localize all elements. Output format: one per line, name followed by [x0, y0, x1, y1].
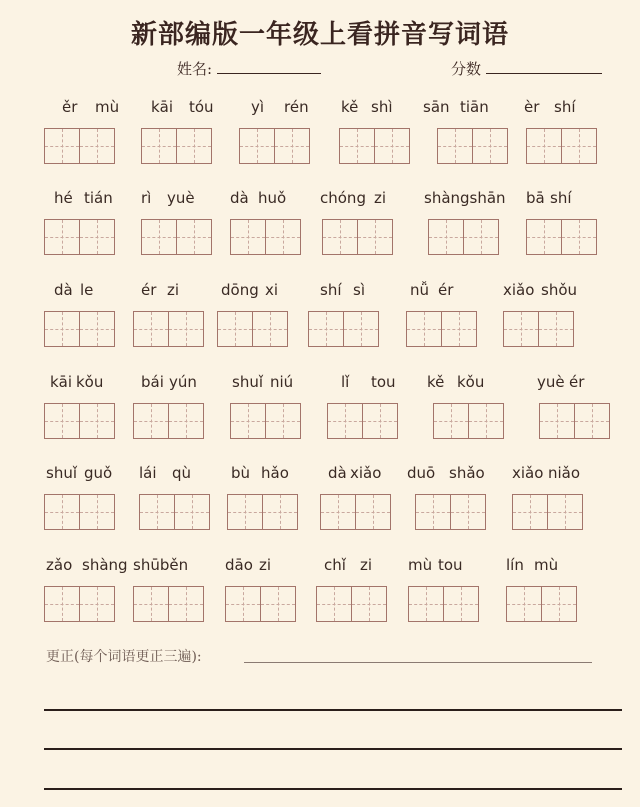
pinyin-syllable: shǎo [449, 464, 485, 482]
pinyin-syllable: shàng [82, 556, 128, 574]
writing-box[interactable] [374, 128, 410, 164]
writing-box[interactable] [141, 128, 177, 164]
writing-box[interactable] [168, 311, 204, 347]
pinyin-syllable: huǒ [258, 189, 287, 207]
writing-box[interactable] [526, 128, 562, 164]
pinyin-syllable: hé [54, 189, 73, 207]
pinyin-text [54, 277, 102, 303]
pinyin-text [407, 460, 485, 486]
pinyin-syllable: bā [526, 189, 545, 207]
writing-box[interactable] [168, 586, 204, 622]
pinyin-syllable: chóng [320, 189, 366, 207]
writing-box[interactable] [217, 311, 253, 347]
pinyin-text [524, 94, 576, 120]
pinyin-syllable: xiǎo [350, 464, 382, 482]
writing-box[interactable] [441, 311, 477, 347]
writing-line[interactable] [44, 709, 622, 711]
writing-box[interactable] [503, 311, 539, 347]
pinyin-text [506, 552, 558, 578]
writing-box[interactable] [239, 128, 275, 164]
writing-box[interactable] [574, 403, 610, 439]
pinyin-text [341, 94, 393, 120]
writing-box[interactable] [450, 494, 486, 530]
pinyin-syllable: kě [341, 98, 359, 116]
writing-box[interactable] [230, 403, 266, 439]
pinyin-syllable: zi [360, 556, 373, 574]
writing-box[interactable] [539, 403, 575, 439]
pinyin-syllable: shū [133, 556, 160, 574]
pinyin-text [328, 460, 381, 486]
pinyin-syllable: hǎo [261, 464, 289, 482]
pinyin-syllable: bù [231, 464, 251, 482]
writing-box[interactable] [262, 494, 298, 530]
writing-box[interactable] [437, 128, 473, 164]
writing-box[interactable] [79, 128, 115, 164]
writing-box[interactable] [538, 311, 574, 347]
pinyin-syllable: yuè [537, 373, 565, 391]
writing-box[interactable] [316, 586, 352, 622]
pinyin-text [141, 185, 195, 211]
writing-box[interactable] [561, 128, 597, 164]
writing-box[interactable] [415, 494, 451, 530]
pinyin-text [320, 185, 396, 211]
pinyin-text [251, 94, 309, 120]
tianzige-boxes [539, 403, 608, 439]
writing-box[interactable] [343, 311, 379, 347]
tianzige-boxes [44, 311, 113, 347]
pinyin-syllable: dà [230, 189, 249, 207]
pinyin-syllable: duō [407, 464, 436, 482]
writing-box[interactable] [274, 128, 310, 164]
pinyin-text [410, 277, 460, 303]
pinyin-text [231, 460, 289, 486]
pinyin-syllable: kǒu [457, 373, 485, 391]
tianzige-boxes [225, 586, 294, 622]
pinyin-syllable: dāo [225, 556, 253, 574]
score-blank[interactable] [486, 57, 602, 74]
pinyin-syllable: ér [438, 281, 454, 299]
pinyin-syllable: èr [524, 98, 540, 116]
writing-box[interactable] [322, 219, 358, 255]
score-label: 分数 [451, 60, 482, 78]
pinyin-text [341, 369, 396, 395]
tianzige-boxes [230, 219, 299, 255]
tianzige-boxes [44, 128, 113, 164]
pinyin-syllable: kě [427, 373, 445, 391]
tianzige-boxes [44, 219, 113, 255]
tianzige-boxes [320, 494, 389, 530]
writing-box[interactable] [265, 219, 301, 255]
pinyin-syllable: yuè [167, 189, 195, 207]
writing-box[interactable] [468, 403, 504, 439]
pinyin-syllable: tou [371, 373, 396, 391]
pinyin-syllable: tiān [460, 98, 489, 116]
pinyin-syllable: nǚ [410, 281, 430, 299]
tianzige-boxes [133, 311, 202, 347]
pinyin-syllable: tou [438, 556, 463, 574]
tianzige-boxes [327, 403, 396, 439]
writing-box[interactable] [362, 403, 398, 439]
pinyin-syllable: xiǎo [503, 281, 535, 299]
tianzige-boxes [44, 494, 113, 530]
pinyin-syllable: shí [550, 189, 572, 207]
pinyin-syllable: kǒu [76, 373, 104, 391]
writing-box[interactable] [44, 128, 80, 164]
writing-box[interactable] [327, 403, 363, 439]
pinyin-syllable: mù [95, 98, 120, 116]
writing-box[interactable] [168, 403, 204, 439]
tianzige-boxes [239, 128, 308, 164]
pinyin-syllable: ér [141, 281, 157, 299]
pinyin-syllable: ěr [62, 98, 78, 116]
pinyin-syllable: tóu [189, 98, 214, 116]
writing-box[interactable] [357, 219, 393, 255]
pinyin-syllable: shì [371, 98, 393, 116]
writing-box[interactable] [79, 311, 115, 347]
tianzige-boxes [526, 128, 595, 164]
tianzige-boxes [428, 219, 497, 255]
writing-box[interactable] [260, 586, 296, 622]
correction-blank[interactable] [244, 662, 592, 663]
pinyin-syllable: sān [423, 98, 450, 116]
pinyin-syllable: dà [328, 464, 347, 482]
writing-box[interactable] [79, 494, 115, 530]
pinyin-syllable: xi [265, 281, 279, 299]
pinyin-syllable: kāi [151, 98, 174, 116]
page-title: 新部编版一年级上看拼音写词语 [130, 20, 509, 50]
writing-box[interactable] [227, 494, 263, 530]
writing-box[interactable] [133, 586, 169, 622]
pinyin-syllable: shǒu [541, 281, 578, 299]
name-blank[interactable] [217, 57, 321, 74]
writing-box[interactable] [463, 219, 499, 255]
pinyin-syllable: le [80, 281, 94, 299]
pinyin-syllable: zi [167, 281, 180, 299]
pinyin-text [230, 185, 286, 211]
writing-box[interactable] [44, 403, 80, 439]
writing-box[interactable] [406, 311, 442, 347]
pinyin-text [427, 369, 484, 395]
writing-box[interactable] [506, 586, 542, 622]
writing-box[interactable] [547, 494, 583, 530]
writing-box[interactable] [176, 219, 212, 255]
tianzige-boxes [506, 586, 575, 622]
pinyin-text [54, 185, 113, 211]
pinyin-text [324, 552, 382, 578]
writing-box[interactable] [44, 311, 80, 347]
tianzige-boxes [44, 403, 113, 439]
pinyin-syllable: chǐ [324, 556, 346, 574]
tianzige-boxes [406, 311, 475, 347]
writing-box[interactable] [44, 219, 80, 255]
writing-box[interactable] [320, 494, 356, 530]
pinyin-syllable: yún [169, 373, 197, 391]
writing-box[interactable] [79, 586, 115, 622]
tianzige-boxes [227, 494, 296, 530]
pinyin-text [537, 369, 591, 395]
writing-box[interactable] [561, 219, 597, 255]
tianzige-boxes [139, 494, 208, 530]
pinyin-text [424, 185, 506, 211]
pinyin-syllable: guǒ [84, 464, 113, 482]
pinyin-syllable: kāi [50, 373, 73, 391]
tianzige-boxes [526, 219, 595, 255]
writing-box[interactable] [339, 128, 375, 164]
writing-box[interactable] [174, 494, 210, 530]
writing-box[interactable] [139, 494, 175, 530]
pinyin-text [221, 277, 287, 303]
tianzige-boxes [408, 586, 477, 622]
pinyin-syllable: zi [259, 556, 272, 574]
pinyin-syllable: shān [469, 189, 506, 207]
pinyin-syllable: shí [320, 281, 342, 299]
tianzige-boxes [322, 219, 391, 255]
pinyin-syllable: lǐ [341, 373, 350, 391]
writing-box[interactable] [141, 219, 177, 255]
pinyin-syllable: lín [506, 556, 524, 574]
writing-box[interactable] [230, 219, 266, 255]
pinyin-text [46, 552, 128, 578]
writing-box[interactable] [433, 403, 469, 439]
pinyin-syllable: shàng [424, 189, 470, 207]
writing-box[interactable] [443, 586, 479, 622]
pinyin-text [141, 369, 197, 395]
name-label: 姓名: [177, 60, 213, 78]
writing-box[interactable] [225, 586, 261, 622]
pinyin-syllable: zǎo [46, 556, 73, 574]
writing-box[interactable] [512, 494, 548, 530]
writing-box[interactable] [308, 311, 344, 347]
tianzige-boxes [133, 586, 202, 622]
tianzige-boxes [512, 494, 581, 530]
tianzige-boxes [316, 586, 385, 622]
pinyin-text [50, 369, 103, 395]
writing-box[interactable] [133, 403, 169, 439]
pinyin-syllable: rén [284, 98, 309, 116]
writing-line[interactable] [44, 788, 622, 790]
pinyin-syllable: yì [251, 98, 265, 116]
writing-box[interactable] [351, 586, 387, 622]
pinyin-text [512, 460, 580, 486]
writing-box[interactable] [79, 219, 115, 255]
pinyin-syllable: tián [84, 189, 113, 207]
writing-box[interactable] [408, 586, 444, 622]
tianzige-boxes [433, 403, 502, 439]
pinyin-syllable: bái [141, 373, 164, 391]
tianzige-boxes [437, 128, 506, 164]
pinyin-text [133, 552, 188, 578]
tianzige-boxes [141, 128, 210, 164]
tianzige-boxes [339, 128, 408, 164]
writing-box[interactable] [526, 219, 562, 255]
pinyin-text [526, 185, 572, 211]
writing-box[interactable] [472, 128, 508, 164]
writing-box[interactable] [133, 311, 169, 347]
pinyin-text [139, 460, 194, 486]
writing-box[interactable] [265, 403, 301, 439]
pinyin-text [503, 277, 577, 303]
pinyin-text [141, 277, 189, 303]
writing-line[interactable] [44, 748, 622, 750]
tianzige-boxes [141, 219, 210, 255]
writing-box[interactable] [176, 128, 212, 164]
tianzige-boxes [230, 403, 299, 439]
tianzige-boxes [308, 311, 377, 347]
pinyin-syllable: shuǐ [46, 464, 77, 482]
pinyin-syllable: ér [569, 373, 585, 391]
name-field [177, 57, 321, 79]
pinyin-syllable: dōng [221, 281, 259, 299]
pinyin-syllable: dà [54, 281, 73, 299]
writing-box[interactable] [79, 403, 115, 439]
pinyin-syllable: mù [408, 556, 433, 574]
writing-box[interactable] [44, 494, 80, 530]
pinyin-syllable: běn [159, 556, 189, 574]
score-field [451, 57, 602, 79]
correction-label: 更正(每个词语更正三遍): [46, 649, 202, 665]
pinyin-syllable: mù [534, 556, 559, 574]
tianzige-boxes [415, 494, 484, 530]
writing-box[interactable] [541, 586, 577, 622]
pinyin-syllable: shí [554, 98, 576, 116]
writing-box[interactable] [44, 586, 80, 622]
writing-box[interactable] [252, 311, 288, 347]
pinyin-syllable: niǎo [548, 464, 581, 482]
pinyin-syllable: niú [270, 373, 294, 391]
pinyin-text [320, 277, 375, 303]
pinyin-text [232, 369, 293, 395]
pinyin-text [151, 94, 214, 120]
pinyin-text [408, 552, 463, 578]
pinyin-text [46, 460, 112, 486]
pinyin-syllable: sì [353, 281, 365, 299]
pinyin-text [423, 94, 489, 120]
pinyin-syllable: xiǎo [512, 464, 544, 482]
pinyin-syllable: rì [141, 189, 152, 207]
pinyin-syllable: lái [139, 464, 157, 482]
pinyin-syllable: qù [172, 464, 192, 482]
tianzige-boxes [44, 586, 113, 622]
writing-box[interactable] [355, 494, 391, 530]
tianzige-boxes [133, 403, 202, 439]
writing-box[interactable] [428, 219, 464, 255]
pinyin-text [62, 94, 119, 120]
pinyin-text [225, 552, 281, 578]
tianzige-boxes [217, 311, 286, 347]
pinyin-syllable: zi [374, 189, 387, 207]
pinyin-syllable: shuǐ [232, 373, 263, 391]
tianzige-boxes [503, 311, 572, 347]
